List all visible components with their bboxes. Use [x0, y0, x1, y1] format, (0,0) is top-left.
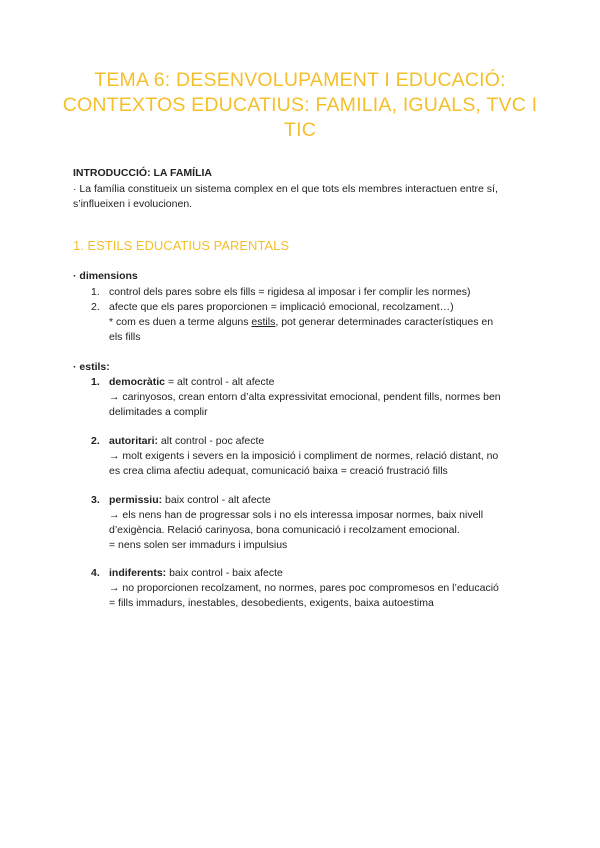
style-description: delimitades a complir [109, 406, 208, 418]
title-line-3: TIC [283, 119, 316, 141]
style-title [109, 493, 271, 508]
list-number: 2. [91, 435, 100, 447]
style-description: → no proporcionen recolzament, no normes, pares poc compromesos en l’educació [109, 582, 499, 594]
intro-line-2: s’influeixen i evolucionen. [73, 198, 193, 210]
style-description: → molt exigents i severs en la imposició i compliment de normes, relació distant, no [109, 450, 499, 462]
style-summary: = alt control - alt afecte [165, 376, 275, 388]
section-heading: 1. ESTILS EDUCATIUS PARENTALS [73, 238, 289, 253]
style-summary: alt control - poc afecte [158, 435, 265, 447]
style-description: → els nens han de progressar sols i no els interessa imposar normes, baix nivell [109, 509, 484, 521]
style-description: es crea clima afectiu adequat, comunicació baixa = creació frustració fills [109, 465, 448, 477]
style-description: → carinyosos, crean entorn d’alta expressivitat emocional, pendent fills, normes ben [109, 391, 501, 403]
style-description: d’exigència. Relació carinyosa, bona comunicació i recolzament emocional. [109, 524, 460, 536]
style-summary: baix control - baix afecte [166, 567, 283, 579]
list-number: 2. [91, 301, 100, 313]
styles-label: · estils: [73, 361, 110, 373]
style-title [109, 566, 283, 581]
title-line-2: CONTEXTOS EDUCATIUS: FAMILIA, IGUALS, TVC I [62, 94, 538, 116]
note-text: , pot generar determinades característiques en [275, 316, 494, 328]
style-title [109, 375, 274, 390]
dimensions-label: · dimensions [73, 270, 138, 282]
note-link[interactable]: estils [251, 316, 276, 328]
style-description: = fills immadurs, inestables, desobedients, exigents, baixa autoestima [109, 597, 434, 609]
style-name: autoritari: [109, 435, 159, 447]
style-summary: baix control - alt afecte [162, 494, 271, 506]
style-description: = nens solen ser immadurs i impulsius [109, 539, 288, 551]
style-name: democràtic [109, 376, 166, 388]
dimension-item: control dels pares sobre els fills = rigidesa al imposar i fer complir les normes) [109, 286, 471, 298]
style-name: indiferents: [109, 567, 167, 579]
list-number: 1. [91, 286, 100, 298]
list-number: 1. [91, 376, 100, 388]
list-number: 3. [91, 494, 100, 506]
intro-line-1: · La família constitueix un sistema complex en el que tots els membres interactuen entre sí, [73, 183, 498, 195]
dimension-note [109, 315, 493, 330]
list-number: 4. [91, 567, 100, 579]
intro-heading: INTRODUCCIÓ: LA FAMÍLIA [73, 167, 213, 179]
dimension-item: afecte que els pares proporcionen = implicació emocional, recolzament…) [109, 301, 454, 313]
style-title [109, 434, 264, 449]
title-line-1: TEMA 6: DESENVOLUPAMENT I EDUCACIÓ: [94, 69, 506, 91]
note-text: * com es duen a terme alguns [109, 316, 252, 328]
dimension-note-line-2: els fills [109, 331, 141, 343]
page-title [60, 68, 540, 143]
style-name: permissiu: [109, 494, 163, 506]
